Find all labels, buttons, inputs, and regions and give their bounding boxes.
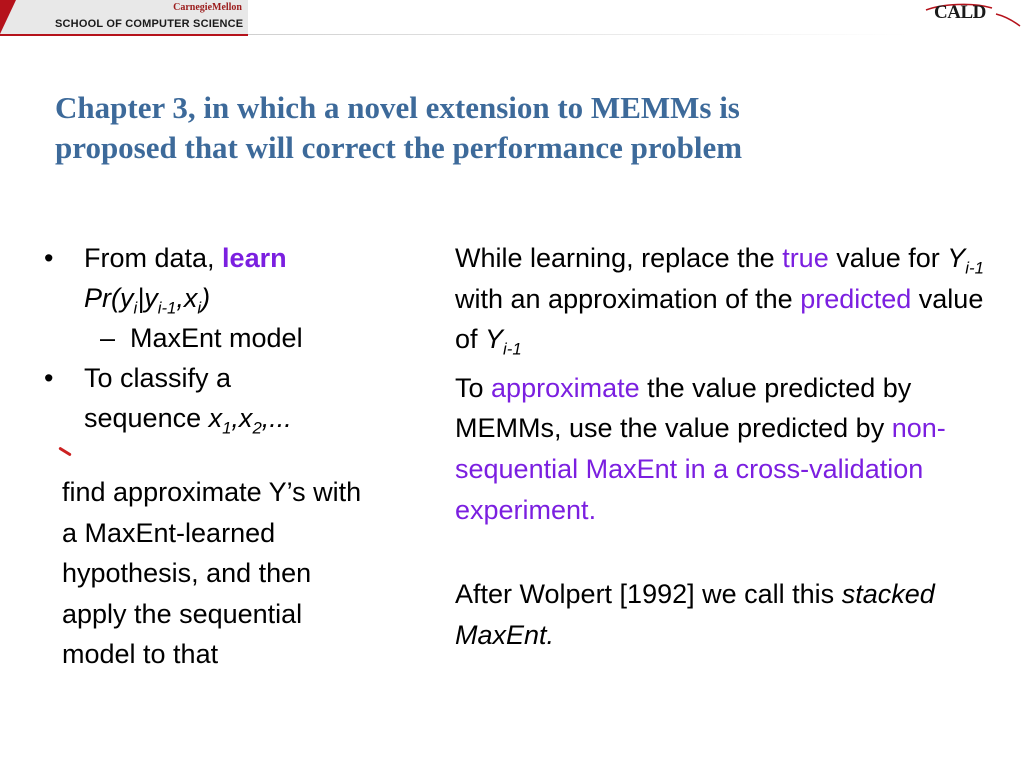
- sub-bullet-maxent: [40, 318, 380, 358]
- banner-underline: [0, 34, 248, 36]
- header-divider: [248, 34, 908, 35]
- bullet-dot-icon: •: [44, 363, 54, 393]
- left-paragraph: find approximate Y’s with a MaxEnt-learned hypothesis, and then apply the sequential model to that: [62, 477, 362, 670]
- nonsequential-highlight: non-sequential MaxEnt in a cross-validation experiment.: [455, 413, 946, 525]
- paragraph-replace: While learning, replace the true value for $Y_{i-1}$ with an approximation of the predicted value of $Y_{i-1}$: [455, 243, 984, 359]
- bullet-classify-line1: To classify a: [84, 363, 232, 393]
- left-column: [40, 238, 380, 438]
- probability-formula: $Pr(y_i|y_{i-1},x_i)$: [84, 283, 211, 318]
- bullet-classify: [40, 358, 380, 438]
- bullet-dot-icon: •: [44, 243, 54, 273]
- sub-bullet-text: MaxEnt model: [130, 323, 303, 353]
- red-tick-mark: [58, 447, 71, 457]
- learn-word: learn: [222, 243, 287, 273]
- true-word: true: [782, 243, 829, 273]
- cmu-banner: [0, 0, 248, 34]
- bullet-learn: [40, 238, 380, 318]
- bullet-classify-line2: sequence $x_1,x_2$,...: [84, 403, 292, 438]
- banner-red-corner: [0, 0, 16, 34]
- predicted-word: predicted: [800, 283, 912, 314]
- stacked-maxent: stacked MaxEnt.: [455, 579, 935, 650]
- dash-icon: –: [100, 323, 116, 353]
- title-line-2: proposed that will correct the performance problem: [55, 130, 743, 165]
- bullet-learn-prefix: From data,: [84, 243, 223, 273]
- header-bar: [0, 0, 1024, 36]
- paragraph-wolpert: After Wolpert [1992] we call this stacked MaxEnt.: [455, 579, 935, 650]
- right-column: [455, 238, 995, 655]
- paragraph-approximate: To approximate the value predicted by MEMMs, use the value predicted by non-sequential MaxEnt in a cross-validation experiment.: [455, 372, 946, 525]
- cmu-name: CarnegieMellon: [173, 2, 242, 13]
- school-name: SCHOOL OF COMPUTER SCIENCE: [55, 18, 244, 30]
- cald-logo: CALD: [934, 2, 986, 23]
- title-line-1: Chapter 3, in which a novel extension to MEMMs is: [55, 90, 740, 125]
- slide-title: [55, 88, 985, 168]
- approximate-word: approximate: [491, 372, 640, 403]
